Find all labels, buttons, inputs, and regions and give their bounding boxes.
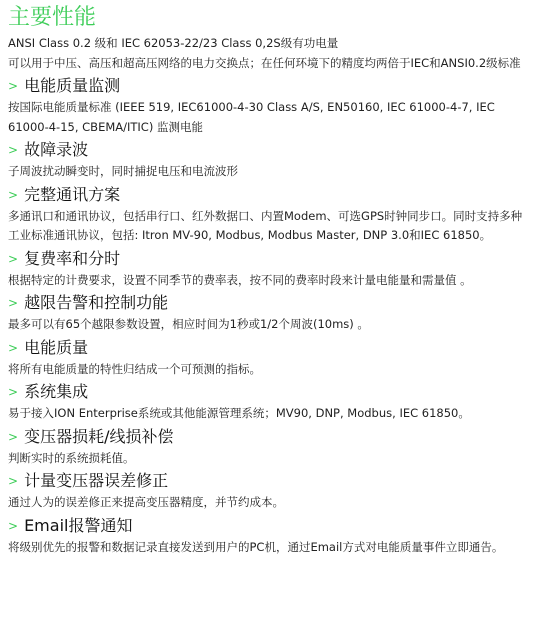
section-heading: [8, 337, 532, 360]
section-title: 越限告警和控制功能: [24, 293, 169, 312]
section-heading: [8, 184, 532, 207]
section-title: Email报警通知: [24, 515, 133, 535]
page-title: 主要性能: [8, 5, 97, 30]
section-heading: [8, 139, 532, 162]
chevron-right-icon: >: [8, 340, 19, 355]
section: [8, 515, 532, 558]
section-text: 易于接入ION Enterprise系统或其他能源管理系统；MV90, DNP, Modbus, IEC 61850。: [8, 406, 470, 420]
chevron-right-icon: >: [8, 251, 19, 266]
section-text: 将级别优先的报警和数据记录直接发送到用户的PC机，通过Email方式对电能质量事件立即通告。: [8, 539, 504, 554]
section-heading: [8, 292, 532, 315]
section-title: 变压器损耗/线损补偿: [24, 426, 174, 446]
section-heading: [8, 75, 532, 98]
section: [8, 292, 532, 335]
section-heading: [8, 426, 532, 449]
section-text: 根据特定的计费要求，设置不同季节的费率表，按不同的费率时段来计量电能量和需量值 。: [8, 272, 472, 287]
chevron-right-icon: >: [8, 79, 19, 93]
section-text: 子周波扰动瞬变时，同时捕捉电压和电流波形: [8, 164, 238, 178]
section-title: 系统集成: [24, 382, 89, 401]
section: [8, 75, 532, 137]
chevron-right-icon: >: [8, 296, 19, 310]
section: [8, 381, 532, 424]
section-title: 完整通讯方案: [24, 184, 121, 204]
section: [8, 426, 532, 469]
section: [8, 470, 532, 513]
chevron-right-icon: >: [8, 143, 19, 157]
section-heading: [8, 381, 532, 404]
section-heading: [8, 470, 532, 493]
section: [8, 337, 532, 380]
chevron-right-icon: >: [8, 474, 19, 488]
section: [8, 139, 532, 182]
section-title: 电能质量监测: [24, 76, 121, 95]
chevron-right-icon: >: [8, 429, 19, 444]
section-title: 故障录波: [24, 140, 89, 159]
chevron-right-icon: >: [8, 385, 19, 399]
section-heading: [8, 515, 532, 538]
chevron-right-icon: >: [8, 187, 19, 202]
section: [8, 248, 532, 291]
section: [8, 184, 532, 246]
section-text: 通过人为的误差修正来提高变压器精度，并节约成本。: [8, 495, 284, 509]
section-text: 多通讯口和通讯协议，包括串行口、红外数据口、内置Modem、可选GPS时钟同步口。同时支持多种工业标准通讯协议，包括: Itron MV-90, Modbus, Modbus Master, DNP 3.0和IEC 61850。: [8, 208, 523, 242]
section-title: 计量变压器误差修正: [24, 471, 169, 490]
intro-line-2: 可以用于中压、高压和超高压网络的电力交换点；在任何环境下的精度均两倍于IEC和ANSI0.2级标准: [8, 55, 521, 70]
chevron-right-icon: >: [8, 518, 19, 533]
section-text: 最多可以有65个越限参数设置，相应时间为1秒或1/2个周波(10ms) 。: [8, 317, 369, 331]
section-text: 判断实时的系统损耗值。: [8, 450, 135, 465]
section-text: 将所有电能质量的特性归结成一个可预测的指标。: [8, 361, 261, 376]
section-heading: [8, 248, 532, 271]
intro-line-1: ANSI Class 0.2 级和 IEC 62053-22/23 Class 0,2S级有功电量: [8, 36, 339, 50]
section-title: 电能质量: [24, 337, 89, 357]
section-text: 按国际电能质量标准 (IEEE 519, IEC61000-4-30 Class A/S, EN50160, IEC 61000-4-7, IEC 61000-4-15, CBEMA/ITIC) 监测电能: [8, 100, 495, 134]
section-title: 复费率和分时: [24, 248, 121, 268]
